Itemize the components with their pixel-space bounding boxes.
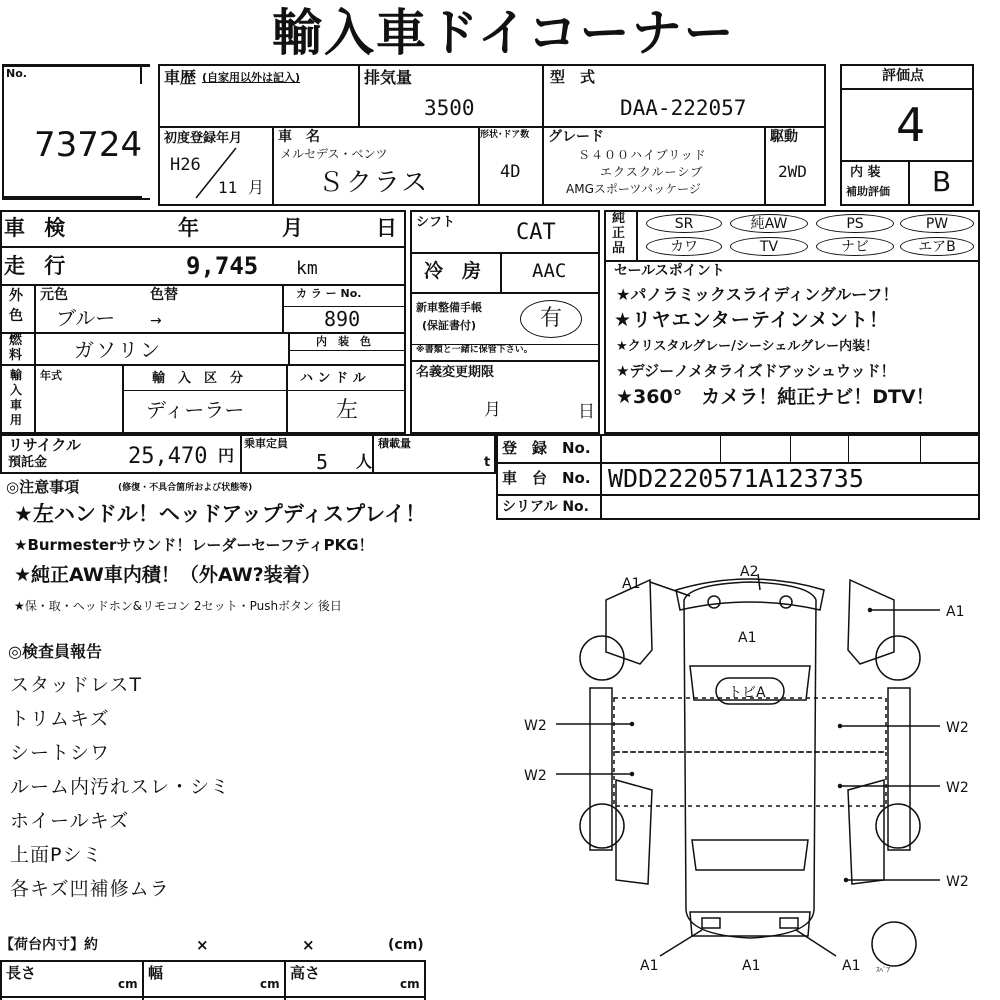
sales-points-label: セールスポイント [614,263,725,279]
grade-line3: AMGスポーツパッケージ [566,182,701,196]
leader-a1-top [650,582,690,596]
color-no-label: カ ラ ー No. [296,287,362,300]
front-light-left [708,596,720,608]
recycle-label-1: リサイクル [8,436,81,454]
shape-label: 形状･ドア数 [480,130,530,140]
rear-bumper [690,912,810,936]
right-front-fender [848,580,894,664]
front-light-right [780,596,792,608]
color-repaint-label: 色替 [150,287,178,303]
interior-color-label: 内 装 色 [316,335,371,348]
equipment-airbag: エアB [900,237,974,256]
cargo-height-label: 高さ [290,964,321,982]
right-rocker [888,688,910,850]
inspection-year: 年 [178,216,199,240]
first-reg-year: H26 [170,155,201,175]
warranty-label-1: 新車整備手帳 [416,301,482,314]
color-arrow: → [150,313,162,329]
spare-tire [872,922,916,966]
left-rocker [590,688,612,850]
left-rear-wheel [580,804,624,848]
first-reg-month-unit: 月 [248,178,265,197]
label-w2-r2: W2 [946,780,969,796]
import-side-2: 入 [10,383,23,397]
left-front-wheel [580,636,624,680]
equipment-side-2: 正 [612,226,626,241]
rear-window [692,840,808,870]
right-rear-wheel [876,804,920,848]
capacity-unit: 人 [356,452,373,471]
history-label: 車歴 [164,68,197,87]
equipment-sr: SR [646,214,722,233]
lot-number: 73724 [34,125,143,165]
sales-point-3: ★クリスタルグレー/シーシェルグレー内装！ [616,339,879,354]
front-bumper [676,579,824,610]
inspector-item-5: ホイールキズ [10,810,130,832]
shift-label: シフト [416,215,456,230]
rear-light-left [702,918,720,928]
fuel-side-2: 料 [9,348,23,363]
notes-label: ◎注意事項 [6,478,80,496]
left-rear-fender [616,780,652,884]
equipment-side-3: 品 [612,241,626,256]
evaluation-label: 評価点 [882,68,924,84]
inspector-item-3: シートシワ [10,742,111,764]
load-unit: t [484,455,491,470]
import-side-4: 用 [10,413,23,427]
warranty-value: 有 [520,300,582,338]
label-a1-top: A1 [622,576,641,592]
leader-a1-b1 [660,930,702,956]
car-maker: メルセデス・ベンツ [280,147,388,161]
cargo-height-cm: cm [400,977,420,991]
serial-label: シリアル No. [502,499,589,515]
label-a2: A2 [740,564,759,580]
right-front-wheel [876,636,920,680]
warranty-label-2: (保証書付) [422,319,477,332]
label-a1-right: A1 [946,604,965,620]
import-side-1: 輸 [10,368,23,382]
inspection-label: 車 検 [4,216,72,240]
cargo-width-label: 幅 [148,964,164,982]
recycle-unit: 円 [218,446,235,465]
note-3: ★純正AW車内積！（外AW?装着） [14,564,321,586]
label-a1-b1: A1 [640,958,659,974]
label-w2-l1: W2 [524,718,547,734]
label-spare: ｽﾍﾟｱ [876,966,890,974]
inspector-item-4: ルーム内汚れスレ・シミ [10,776,231,798]
evaluation-score: 4 [896,98,926,152]
sales-point-1: ★パノラミックスライディングルーフ！ [616,285,899,304]
mileage-label: 走 行 [4,254,72,278]
drive-label: 駆動 [770,129,798,145]
grade-line2: エクスクルーシブ [600,165,704,179]
color-side-2: 色 [9,308,23,324]
ac-value: AAC [532,260,567,282]
name-change-day: 日 [578,402,595,422]
drive-value: 2WD [778,162,807,181]
sales-point-2: ★リヤエンターテインメント！ [614,309,889,331]
label-a1-roof: A1 [738,630,757,646]
label-w2-l2: W2 [524,768,547,784]
cargo-length-label: 長さ [6,964,37,982]
left-front-fender [606,580,652,664]
interior-label-2: 補助評価 [846,185,890,198]
note-4: ★保・取・ヘッドホン&リモコン 2セット・Pushボタン 後日 [14,599,342,613]
shift-value: CAT [516,220,556,245]
fuel-value: ガソリン [74,338,162,362]
color-no: 890 [324,307,361,331]
cargo-x2: × [302,936,315,954]
cargo-label: 【荷台内寸】約 [0,937,98,953]
ac-label: 冷 房 [424,260,482,282]
registration-label: 登 録 No. [502,439,591,457]
load-label: 積載量 [378,437,411,450]
displacement-label: 排気量 [364,68,413,87]
chassis-number: WDD2220571A123735 [608,464,864,493]
equipment-side-1: 純 [612,211,626,226]
label-a1-b2: A1 [742,958,761,974]
model-label: 型 式 [550,68,596,86]
grade-label: グレード [548,129,604,145]
leader-a1-b3 [796,930,836,956]
right-rear-fender [848,780,884,884]
inspector-item-2: トリムキズ [10,708,110,730]
equipment-pw: PW [900,214,974,233]
displacement-value: 3500 [424,96,475,120]
name-change-label: 名義変更期限 [416,365,495,380]
inspection-day: 日 [376,216,397,240]
equipment-leather: カワ [646,237,722,256]
label-a1-b3: A1 [842,958,861,974]
recycle-label-2: 預託金 [8,455,48,470]
cargo-x1: × [196,936,209,954]
inspector-item-6: 上面Pシミ [10,844,103,866]
grade-line1: Ｓ４００ハイブリッド [578,148,707,162]
cargo-length-cm: cm [118,977,138,991]
interior-label-1: 内 装 [850,165,881,180]
page-title: 輸入車ドイコーナー [272,4,736,62]
cargo-unit: (cm) [388,937,424,953]
handle-label: ハ ン ド ル [300,371,366,386]
equipment-ps: PS [816,214,894,233]
inspector-item-1: スタッドレスT [10,674,143,696]
capacity-label: 乗車定員 [244,437,288,450]
color-side-1: 外 [9,288,23,304]
warranty-note: ※書類と一緒に保管下さい。 [416,345,533,355]
notes-sub: (修復・不具合箇所および状態等) [118,483,253,493]
first-reg-month: 11 [218,178,238,197]
equipment-navi: ナビ [816,237,894,256]
cargo-width-cm: cm [260,977,280,991]
capacity-value: 5 [316,450,329,474]
chassis-label: 車 台 No. [502,469,591,487]
fuel-side-1: 燃 [9,333,23,348]
front-doors [614,698,886,752]
import-type-value: ディーラー [146,398,245,422]
mileage-unit: km [296,258,318,279]
color-original: ブルー [56,306,116,330]
first-reg-label: 初度登録年月 [164,131,243,146]
equipment-genuine-aw: 純AW [730,214,808,233]
sales-point-4: ★デジーノメタライズドアッシュウッド！ [616,362,896,380]
car-name: Ｓクラス [318,168,430,198]
inspector-item-7: 各キズ凹補修ムラ [10,878,170,900]
inspector-label: ◎検査員報告 [8,642,102,661]
name-change-month: 月 [484,400,501,420]
equipment-tv: TV [730,237,808,256]
import-type-label: 輸 入 区 分 [152,371,244,386]
note-2: ★Burmesterサウンド！レーダーセーフティPKG！ [14,536,374,554]
car-name-label: 車 名 [278,129,320,145]
model-value: DAA-222057 [620,96,747,120]
import-side-3: 車 [10,398,23,412]
handle-value: 左 [336,398,359,423]
recycle-value: 25,470 [128,444,208,469]
mileage-value: 9,745 [186,252,259,280]
label-w2-r3: W2 [946,874,969,890]
label-sunroof: トビA [728,685,766,701]
color-original-label: 元色 [40,287,68,303]
note-1: ★左ハンドル！ヘッドアップディスプレイ！ [14,502,427,526]
rear-doors [614,752,886,806]
label-w2-r1: W2 [946,720,969,736]
lot-no-label: No. [6,67,27,80]
shape-value: 4D [500,162,521,182]
history-note: (自家用以外は記入) [202,71,301,84]
import-year-label: 年式 [40,369,62,382]
inspection-month: 月 [282,216,303,240]
rear-light-right [780,918,798,928]
sales-point-5: ★360° カメラ！純正ナビ！DTV！ [616,386,935,408]
interior-value: B [932,165,952,198]
